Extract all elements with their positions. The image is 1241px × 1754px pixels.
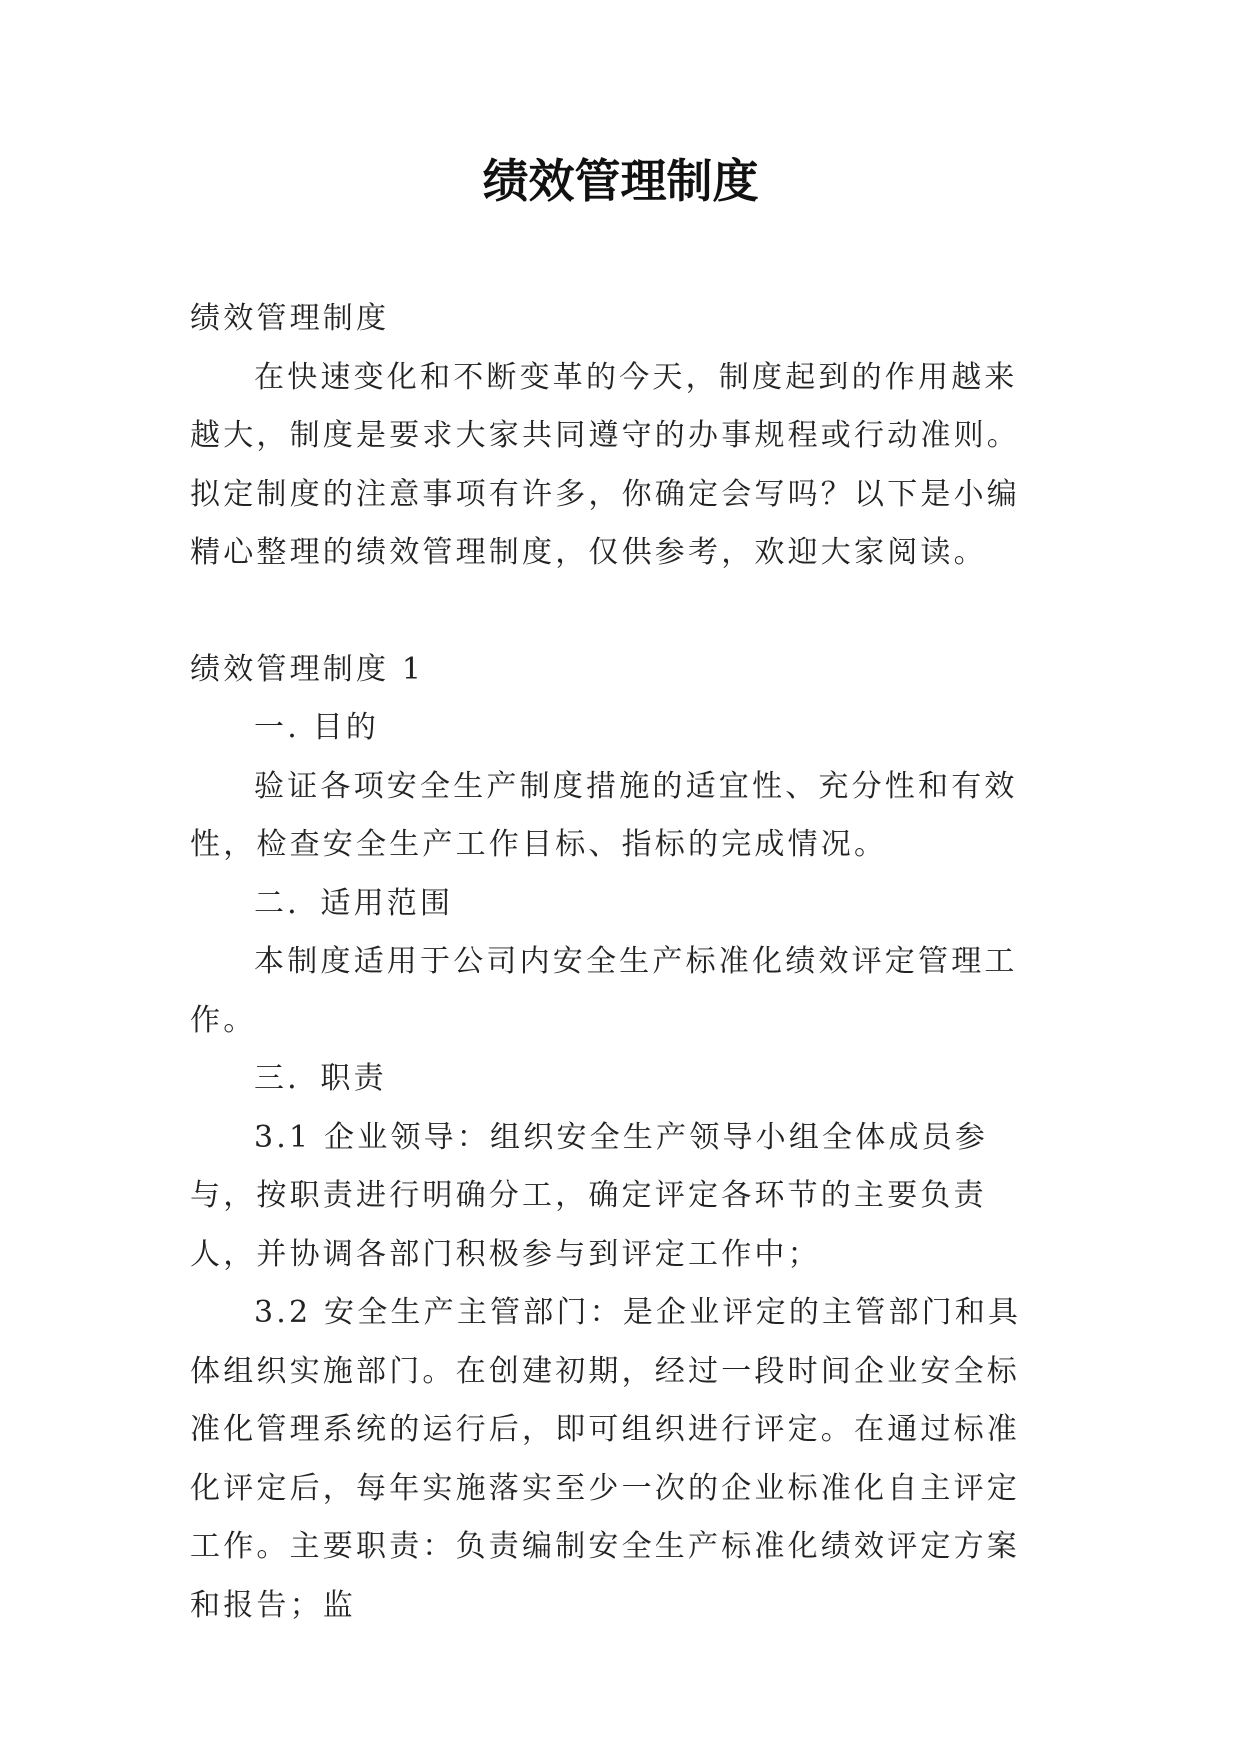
scope-heading: 二．适用范围 [254, 885, 454, 921]
body-heading: 绩效管理制度 [190, 301, 390, 336]
scope-paragraph: 本制度适用于公司内安全生产标准化绩效评定管理工作。 [190, 944, 1018, 1038]
purpose-paragraph: 验证各项安全生产制度措施的适宜性、充分性和有效性，检查安全生产工作目标、指标的完成情况。 [190, 768, 1018, 862]
intro-paragraph: 在快速变化和不断变革的今天，制度起到的作用越来越大，制度是要求大家共同遵守的办事规程或行动准则。拟定制度的注意事项有许多，你确定会写吗？以下是小编精心整理的绩效管理制度，仅供参考，欢迎大家阅读。 [190, 359, 1020, 570]
duties-heading: 三．职责 [254, 1061, 387, 1096]
paragraph-spacer [190, 583, 1050, 641]
section-title: 绩效管理制度 1 [190, 651, 425, 687]
document-title: 绩效管理制度 [482, 154, 759, 208]
document-body [190, 290, 1050, 1635]
duty-3-2-paragraph: 3.2 安全生产主管部门：是企业评定的主管部门和具体组织实施部门。在创建初期，经过一段时间企业安全标准化管理系统的运行后，即可组织进行评定。在通过标准化评定后，每年实施落实至少一次的企业标准化自主评定工作。主要职责：负责编制安全生产标准化绩效评定方案和报告；监 [190, 1295, 1022, 1623]
purpose-heading: 一. 目的 [254, 710, 380, 745]
duty-3-1-paragraph: 3.1 企业领导：组织安全生产领导小组全体成员参与，按职责进行明确分工，确定评定各环节的主要负责人，并协调各部门积极参与到评定工作中； [190, 1119, 989, 1272]
